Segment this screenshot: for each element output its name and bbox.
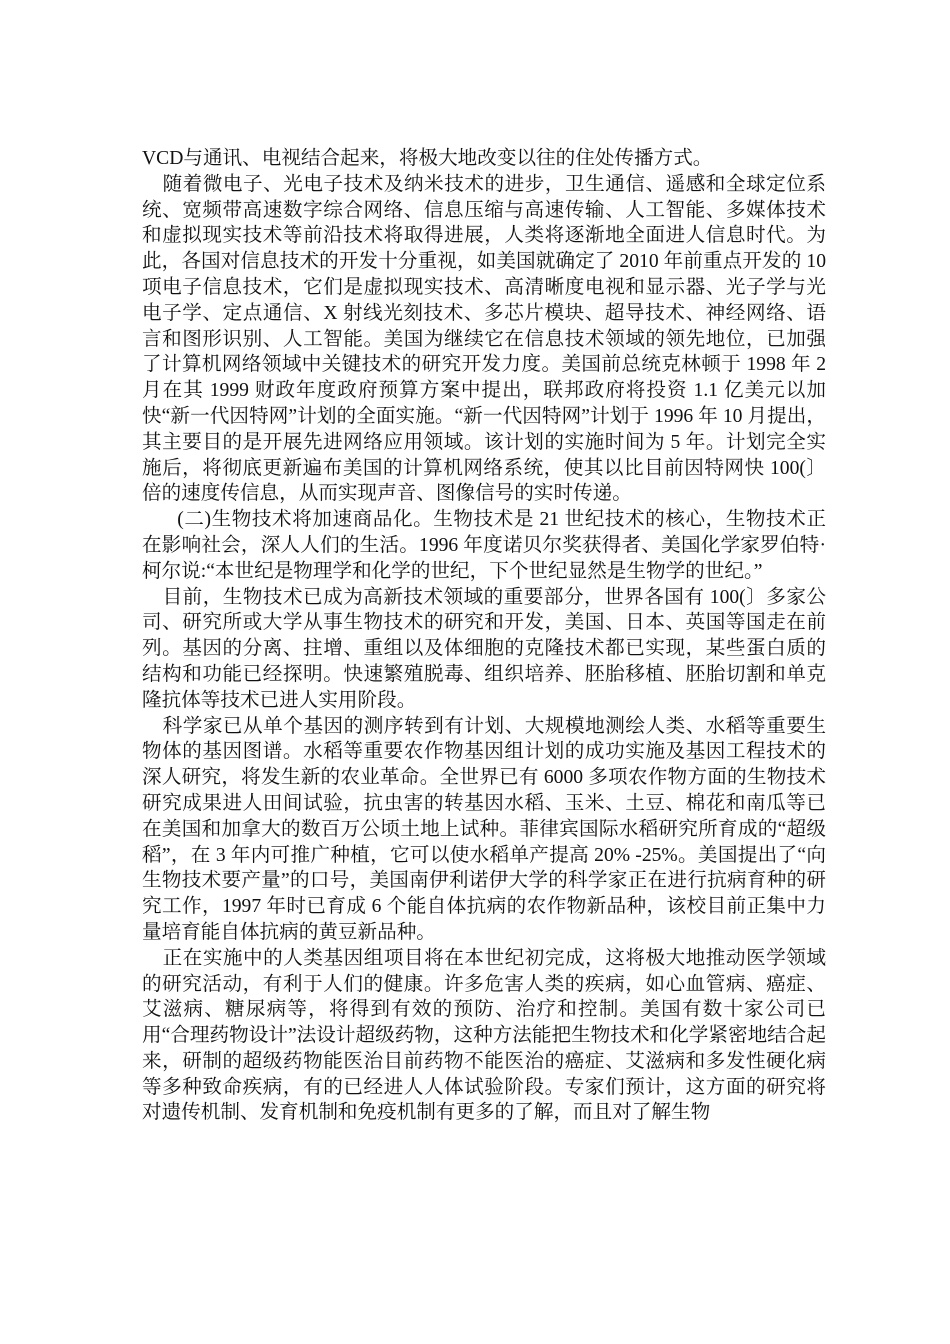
paragraph-information-age: 随着微电子、光电子技术及纳米技术的进步，卫生通信、遥感和全球定位系统、宽频带高速数字综合网络、信息压缩与高速传输、人工智能、多媒体技术和虚拟现实技术等前沿技术将取得进展，人类将逐渐地全面进人信息时代。为此，各国对信息技术的开发十分重视，如美国就确定了 2010 年前重点开发的 10 项电子信息技术，它们是虚拟现实技术、高清晰度电视和显示器、光子学与光电子学、定点通信、X 射线光刻技术、多芯片模块、超导技术、神经网络、语言和图形识别、人工智能。美国为继续它在信息技术领域的领先地位，已加强了计算机网络领域中关键技术的研究开发力度。美国前总统克林顿于 1998 年 2 月在其 1999 财政年度政府预算方案中提出，联邦政府将投资 1.1 亿美元以加快“新一代因特网”计划的全面实施。“新一代因特网”计划于 1996 年 10 月提出，其主要目的是开展先进网络应用领域。该计划的实施时间为 5 年。计划完全实施后，将彻底更新遍布美国的计算机网络系统，使其以比目前因特网快 100(〕倍的速度传信息，从而实现声音、图像信号的实时传递。 [142, 173, 826, 505]
paragraph-agriculture: 科学家已从单个基因的测序转到有计划、大规模地测绘人类、水稻等重要生物体的基因图谱。水稻等重要农作物基因组计划的成功实施及基因工程技术的深人研究，将发生新的农业革命。全世界已有 6000 多项农作物方面的生物技术研究成果进人田间试验，抗虫害的转基因水稻、玉米、土豆、棉花和南瓜等已在美国和加拿大的数百万公顷土地上试种。菲律宾国际水稻研究所育成的“超级稻”，在 3 年内可推广种植，它可以使水稻单产提高 20% -25%。美国提出了“向生物技术要产量”的口号，美国南伊利诺伊大学的科学家正在进行抗病育种的研究工作，1997 年时已育成 6 个能自体抗病的农作物新品种，该校目前正集中力量培育能自体抗病的黄豆新品种。 [142, 715, 826, 943]
paragraph-biotech-heading: (二)生物技术将加速商品化。生物技术是 21 世纪技术的核心，生物技术正在影响社会，深人人们的生活。1996 年度诺贝尔奖获得者、美国化学家罗伯特·柯尔说:“本世纪是物理学和化学的世纪，下个世纪显然是生物学的世纪。” [142, 509, 826, 582]
paragraph-biotech-status: 目前，生物技术已成为高新技术领域的重要部分，世界各国有 100(〕多家公司、研究所或大学从事生物技术的研究和开发，美国、日本、英国等国走在前列。基因的分离、拄增、重组以及体细胞的克隆技术都已实现，某些蛋白质的结构和功能已经探明。快速繁殖脱毒、组织培养、胚胎移植、胚胎切割和单克隆抗体等技术已进人实用阶段。 [142, 586, 826, 711]
paragraph-continuation: VCD与通讯、电视结合起来，将极大地改变以往的住处传播方式。 [142, 148, 713, 169]
paragraph-medicine: 正在实施中的人类基因组项目将在本世纪初完成，这将极大地推动医学领域的研究活动，有利于人们的健康。许多危害人类的疾病，如心血管病、癌症、艾滋病、糖尿病等，将得到有效的预防、治疗和控制。美国有数十家公司已用“合理药物设计”法设计超级药物，这种方法能把生物技术和化学紧密地结合起来，研制的超级药物能医治目前药物不能医治的癌症、艾滋病和多发性硬化病等多种致命疾病，有的已经进人人体试验阶段。专家们预计，这方面的研究将对遗传机制、发育机制和免疫机制有更多的了解，而且对了解生物 [142, 947, 826, 1124]
document-page [142, 146, 826, 1126]
